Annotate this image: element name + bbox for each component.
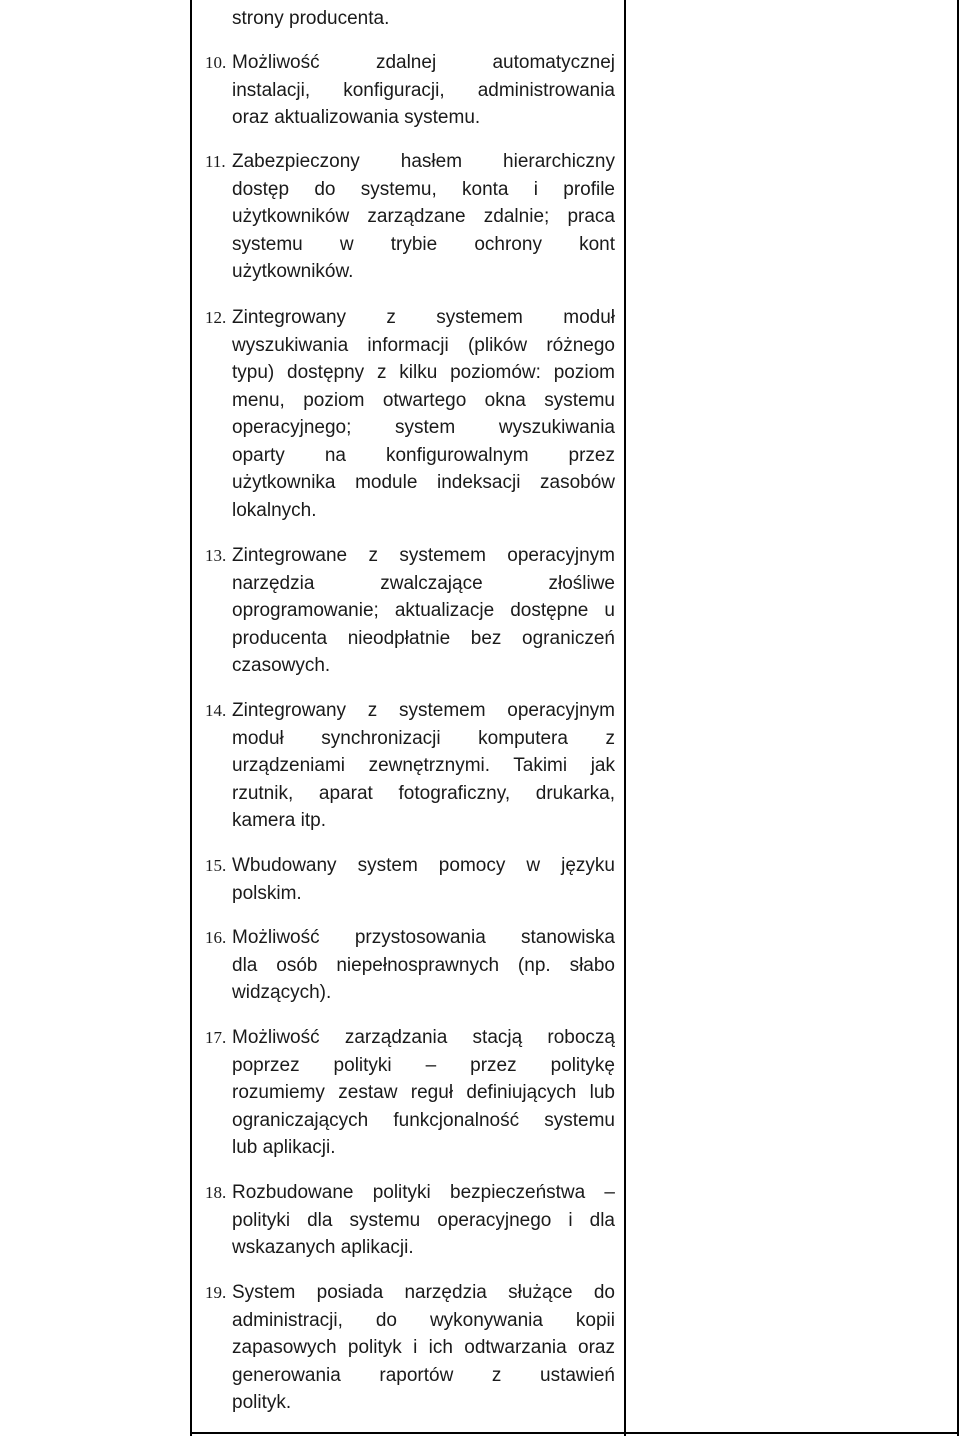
- list-item: [205, 1279, 615, 1417]
- table-border-left: [190, 0, 192, 1436]
- item-text: Możliwość zarządzania stacją roboczą poprzez polityki – przez politykę rozumiemy zestaw reguł definiujących lub ograniczających funkcjonalność systemu lub aplikacji.: [232, 1027, 615, 1158]
- item-number: 16.: [205, 928, 227, 947]
- item-text: Zabezpieczony hasłem hierarchiczny dostęp do systemu, konta i profile użytkowników zarządzane zdalnie; praca systemu w trybie ochrony kont użytkowników.: [232, 151, 615, 282]
- item-number: 13.: [205, 546, 227, 565]
- item-text: System posiada narzędzia służące do administracji, do wykonywania kopii zapasowych polityk i ich odtwarzania oraz generowania raportów z ustawień polityk.: [232, 1282, 615, 1413]
- item-number: 11.: [205, 152, 226, 171]
- item-number: 18.: [205, 1183, 227, 1202]
- list-item: [205, 697, 615, 835]
- item-number: 17.: [205, 1028, 227, 1047]
- list-item: [205, 924, 615, 1007]
- table-border-right: [957, 0, 959, 1436]
- item-number: 15.: [205, 856, 227, 875]
- list-item: [205, 1179, 615, 1262]
- item-text: Możliwość zdalnej automatycznej instalacji, konfiguracji, administrowania oraz aktualizowania systemu.: [232, 52, 615, 128]
- item-text: Rozbudowane polityki bezpieczeństwa – polityki dla systemu operacyjnego i dla wskazanych aplikacji.: [232, 1182, 615, 1258]
- table-border-middle: [624, 0, 626, 1436]
- item-number: 12.: [205, 308, 227, 327]
- item-number: 19.: [205, 1283, 227, 1302]
- item-text: Wbudowany system pomocy w języku polskim.: [232, 855, 615, 904]
- table-border-bottom: [190, 1432, 959, 1434]
- list-item: [205, 1024, 615, 1162]
- item-text: Zintegrowany z systemem operacyjnym moduł synchronizacji komputera z urządzeniami zewnętrznymi. Takimi jak rzutnik, aparat fotograficzny, drukarka, kamera itp.: [232, 700, 615, 831]
- list-item: [205, 49, 615, 132]
- list-item: [205, 304, 615, 524]
- item-number: 10.: [205, 53, 227, 72]
- item-text: Możliwość przystosowania stanowiska dla osób niepełnosprawnych (np. słabo widzących).: [232, 927, 615, 1003]
- list-item: [205, 542, 615, 680]
- continuation-text: strony producenta.: [232, 8, 390, 29]
- list-item: [205, 852, 615, 907]
- item-number: 14.: [205, 701, 227, 720]
- item-text: Zintegrowany z systemem moduł wyszukiwania informacji (plików różnego typu) dostępny z kilku poziomów: poziom menu, poziom otwartego okna systemu operacyjnego; system wyszukiwania oparty na konfigurowalnym przez użytkownika module indeksacji zasobów lokalnych.: [232, 307, 615, 521]
- list-item: [205, 148, 615, 286]
- item-text: Zintegrowane z systemem operacyjnym narzędzia zwalczające złośliwe oprogramowanie; aktualizacje dostępne u producenta nieodpłatnie bez ograniczeń czasowych.: [232, 545, 615, 676]
